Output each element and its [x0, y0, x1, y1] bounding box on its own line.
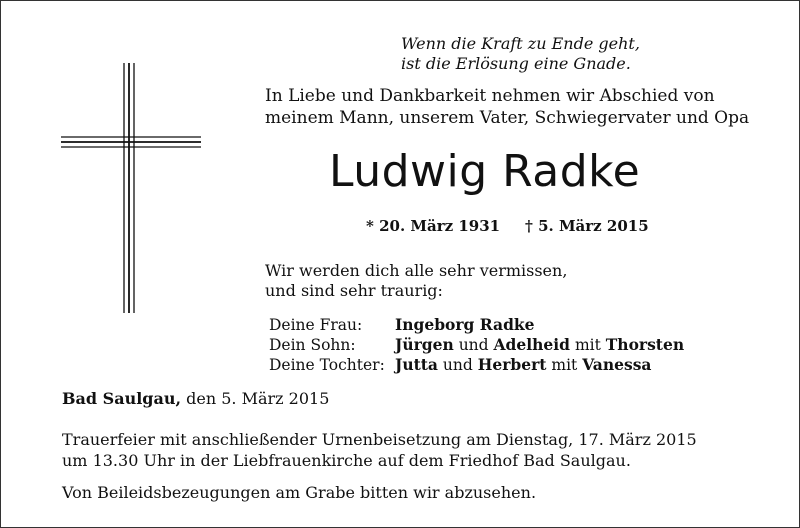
- daughter-child-name: Vanessa: [582, 355, 652, 374]
- intro-line-2: meinem Mann, unserem Vater, Schwiegervater und Opa: [265, 108, 750, 128]
- quote-line-2: ist die Erlösung eine Gnade.: [401, 54, 631, 73]
- birth-date: * 20. März 1931: [366, 217, 501, 235]
- quote-line-1: Wenn die Kraft zu Ende geht,: [401, 34, 640, 53]
- wife-label: Deine Frau:: [269, 316, 363, 334]
- son-child-name: Thorsten: [605, 335, 685, 354]
- son-name: Jürgen: [395, 335, 454, 354]
- son-label: Dein Sohn:: [269, 336, 356, 354]
- son-and: und: [458, 336, 489, 354]
- wife-entry: [395, 315, 535, 335]
- ceremony-line-1: Trauerfeier mit anschließender Urnenbeisetzung am Dienstag, 17. März 2015: [62, 430, 697, 449]
- death-date: † 5. März 2015: [525, 217, 649, 235]
- intro-line-1: In Liebe und Dankbarkeit nehmen wir Abschied von: [265, 86, 715, 106]
- daughter-partner-name: Herbert: [477, 355, 547, 374]
- place: Bad Saulgau,: [62, 389, 182, 408]
- ceremony-line-2: um 13.30 Uhr in der Liebfrauenkirche auf dem Friedhof Bad Saulgau.: [62, 451, 631, 470]
- message-line-2: und sind sehr traurig:: [265, 281, 443, 300]
- wife-name: Ingeborg Radke: [395, 315, 535, 334]
- message-line-1: Wir werden dich alle sehr vermissen,: [265, 261, 568, 280]
- daughter-and: und: [442, 356, 473, 374]
- place-date-line: [62, 388, 329, 409]
- daughter-with: mit: [551, 356, 578, 374]
- son-partner-name: Adelheid: [493, 335, 570, 354]
- son-entry: [395, 335, 684, 355]
- daughter-label: Deine Tochter:: [269, 356, 385, 374]
- cross-icon: [61, 63, 201, 313]
- son-with: mit: [574, 336, 601, 354]
- daughter-entry: [395, 355, 651, 375]
- closing-note: Von Beileidsbezeugungen am Grabe bitten wir abzusehen.: [62, 483, 537, 502]
- deceased-name: Ludwig Radke: [329, 146, 641, 197]
- notice-date: den 5. März 2015: [186, 389, 330, 408]
- daughter-name: Jutta: [395, 355, 438, 374]
